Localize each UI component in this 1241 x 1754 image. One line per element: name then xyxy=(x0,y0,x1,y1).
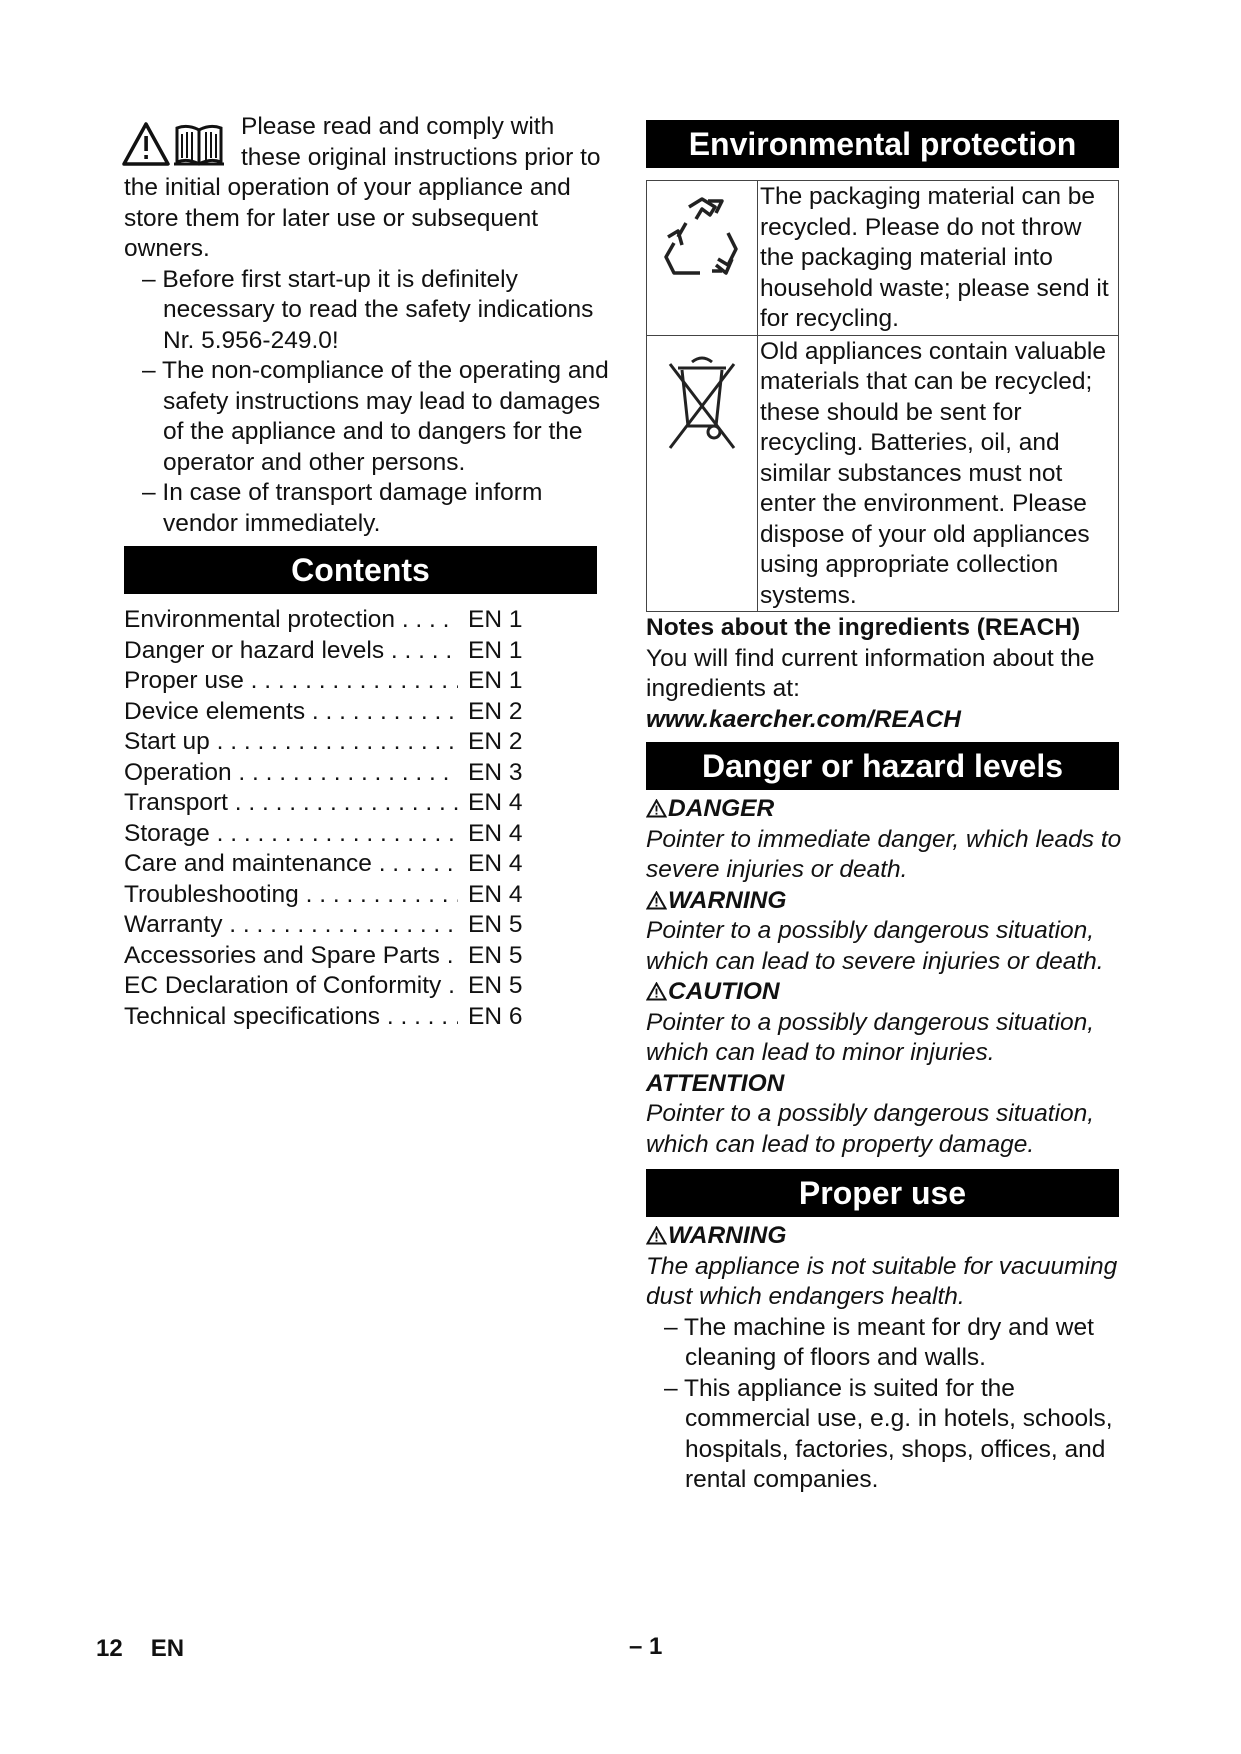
reach-link[interactable]: www.kaercher.com/REACH xyxy=(646,705,961,733)
intro-list xyxy=(124,265,610,540)
toc-entry[interactable] xyxy=(124,971,544,1002)
toc-entry-title: Operation . . . xyxy=(124,758,458,789)
warning-triangle-icon xyxy=(646,799,667,818)
footer-page-info xyxy=(96,1635,212,1663)
toc-entry[interactable] xyxy=(124,666,544,697)
toc-entry[interactable] xyxy=(124,1002,544,1033)
proper-use-section xyxy=(646,1221,1130,1496)
hazard-levels xyxy=(646,794,1130,1160)
hazard-heading: Danger or hazard levels xyxy=(646,742,1119,790)
toc-entry[interactable] xyxy=(124,849,544,880)
toc-entry[interactable] xyxy=(124,605,544,636)
recycling-row xyxy=(647,181,1119,336)
toc-entry-title: Start up . . . xyxy=(124,727,458,758)
toc-entry-title: Proper use . . . xyxy=(124,666,458,697)
bin-icon-cell xyxy=(647,335,758,612)
proper-use-warning-label-text: WARNING xyxy=(668,1222,787,1249)
warning-label xyxy=(646,886,1130,917)
toc-entry-title: Transport . . . xyxy=(124,788,458,819)
intro-item: – Before first start-up it is definitely necessary to read the safety indications Nr. 5.956-249.0! xyxy=(142,265,594,354)
intro-section xyxy=(124,112,610,539)
toc-entry[interactable] xyxy=(124,727,544,758)
danger-label-text: DANGER xyxy=(668,795,775,822)
danger-label xyxy=(646,794,1130,825)
recycling-icon-cell xyxy=(647,181,758,336)
footer-page-number: 12 xyxy=(96,1635,123,1662)
toc-entry-page: EN 2 xyxy=(468,697,523,725)
toc-entry[interactable] xyxy=(124,910,544,941)
toc-entry-page: EN 2 xyxy=(468,728,523,755)
attention-text: Pointer to a possibly dangerous situation, which can lead to property damage. xyxy=(646,1100,1095,1158)
warning-triangle-icon xyxy=(646,982,667,1001)
footer-language: EN xyxy=(150,1635,185,1662)
proper-use-warning-text: The appliance is not suitable for vacuuming dust which endangers health. xyxy=(646,1252,1118,1310)
proper-use-heading: Proper use xyxy=(646,1169,1119,1217)
intro-lead: Please read and comply with these original instructions prior to the initial operation of your appliance and store them for later use or subsequent owners. xyxy=(124,113,601,262)
warning-and-manual-icons xyxy=(122,120,235,170)
toc-entry[interactable] xyxy=(124,758,544,789)
table-of-contents xyxy=(124,605,544,1032)
intro-item: – The non-compliance of the operating and safety instructions may lead to damages of the appliance and to dangers for the operator and other persons. xyxy=(142,357,609,476)
toc-entry-title: Troubleshooting . . . xyxy=(124,880,458,911)
toc-entry-page: EN 4 xyxy=(468,789,523,816)
toc-entry-title: Device elements . . . xyxy=(124,697,458,728)
contents-heading: Contents xyxy=(124,546,597,594)
toc-entry-title: Technical specifications . . . xyxy=(124,1002,458,1033)
toc-entry[interactable] xyxy=(124,788,544,819)
recycling-text: The packaging material can be recycled. Please do not throw the packaging material into household waste; please send it for recycling. xyxy=(758,181,1119,336)
toc-entry-title: Accessories and Spare Parts . . . xyxy=(124,941,458,972)
toc-entry-page: EN 3 xyxy=(468,758,523,786)
danger-text: Pointer to immediate danger, which leads to severe injuries or death. xyxy=(646,825,1122,883)
toc-entry-title: Storage . . . xyxy=(124,819,458,850)
footer-section-page: – 1 xyxy=(629,1633,663,1660)
toc-entry[interactable] xyxy=(124,636,544,667)
attention-label: ATTENTION xyxy=(646,1069,785,1097)
warning-triangle-icon xyxy=(646,1226,667,1245)
toc-entry-page: EN 4 xyxy=(468,850,523,877)
toc-entry[interactable] xyxy=(124,941,544,972)
reach-text: You will find current information about the ingredients at: xyxy=(646,644,1095,702)
toc-entry[interactable] xyxy=(124,697,544,728)
toc-entry-title: Care and maintenance . . . xyxy=(124,849,458,880)
toc-entry[interactable] xyxy=(124,880,544,911)
disposal-row xyxy=(647,335,1119,612)
toc-entry-page: EN 5 xyxy=(468,941,523,969)
warning-text: Pointer to a possibly dangerous situation, which can lead to severe injuries or death. xyxy=(646,917,1104,975)
warning-triangle-icon xyxy=(646,891,667,910)
caution-label xyxy=(646,977,1130,1008)
toc-entry-page: EN 5 xyxy=(468,911,523,938)
disposal-text: Old appliances contain valuable materials that can be recycled; these should be sent for recycling. Batteries, oil, and similar substances must not enter the environment. Please dispose of your old appliances using appropriate collection systems. xyxy=(758,335,1119,612)
reach-title: Notes about the ingredients (REACH) xyxy=(646,614,1081,641)
toc-entry-page: EN 4 xyxy=(468,880,523,908)
toc-entry-page: EN 1 xyxy=(468,636,523,664)
toc-entry-page: EN 4 xyxy=(468,819,523,847)
crossed-bin-icon xyxy=(662,348,742,458)
toc-entry-page: EN 1 xyxy=(468,606,523,633)
right-column xyxy=(646,120,1130,1496)
proper-use-item: – The machine is meant for dry and wet cleaning of floors and walls. xyxy=(664,1313,1094,1371)
intro-item: – In case of transport damage inform vendor immediately. xyxy=(142,479,543,537)
toc-entry-page: EN 6 xyxy=(468,1002,523,1030)
proper-use-item: – This appliance is suited for the commercial use, e.g. in hotels, schools, hospitals, factories, shops, offices, and rental companies. xyxy=(664,1374,1113,1493)
toc-entry-page: EN 5 xyxy=(468,972,523,999)
recycling-icon xyxy=(656,193,748,285)
environment-heading: Environmental protection xyxy=(646,120,1119,168)
reach-section xyxy=(646,613,1130,735)
environment-table xyxy=(646,180,1119,612)
caution-label-text: CAUTION xyxy=(668,978,780,1005)
toc-entry-title: Environmental protection . . . xyxy=(124,605,458,636)
caution-text: Pointer to a possibly dangerous situation, which can lead to minor injuries. xyxy=(646,1008,1095,1066)
proper-use-list xyxy=(646,1313,1130,1496)
warning-label-text: WARNING xyxy=(668,886,787,914)
left-column xyxy=(124,112,610,1032)
toc-entry-title: EC Declaration of Conformity . . . xyxy=(124,971,458,1002)
toc-entry-title: Danger or hazard levels . . . xyxy=(124,636,458,667)
proper-use-warning-label xyxy=(646,1221,1130,1252)
toc-entry-title: Warranty . . . xyxy=(124,910,458,941)
toc-entry-page: EN 1 xyxy=(468,667,523,694)
toc-entry[interactable] xyxy=(124,819,544,850)
read-manual-icon xyxy=(122,120,235,170)
